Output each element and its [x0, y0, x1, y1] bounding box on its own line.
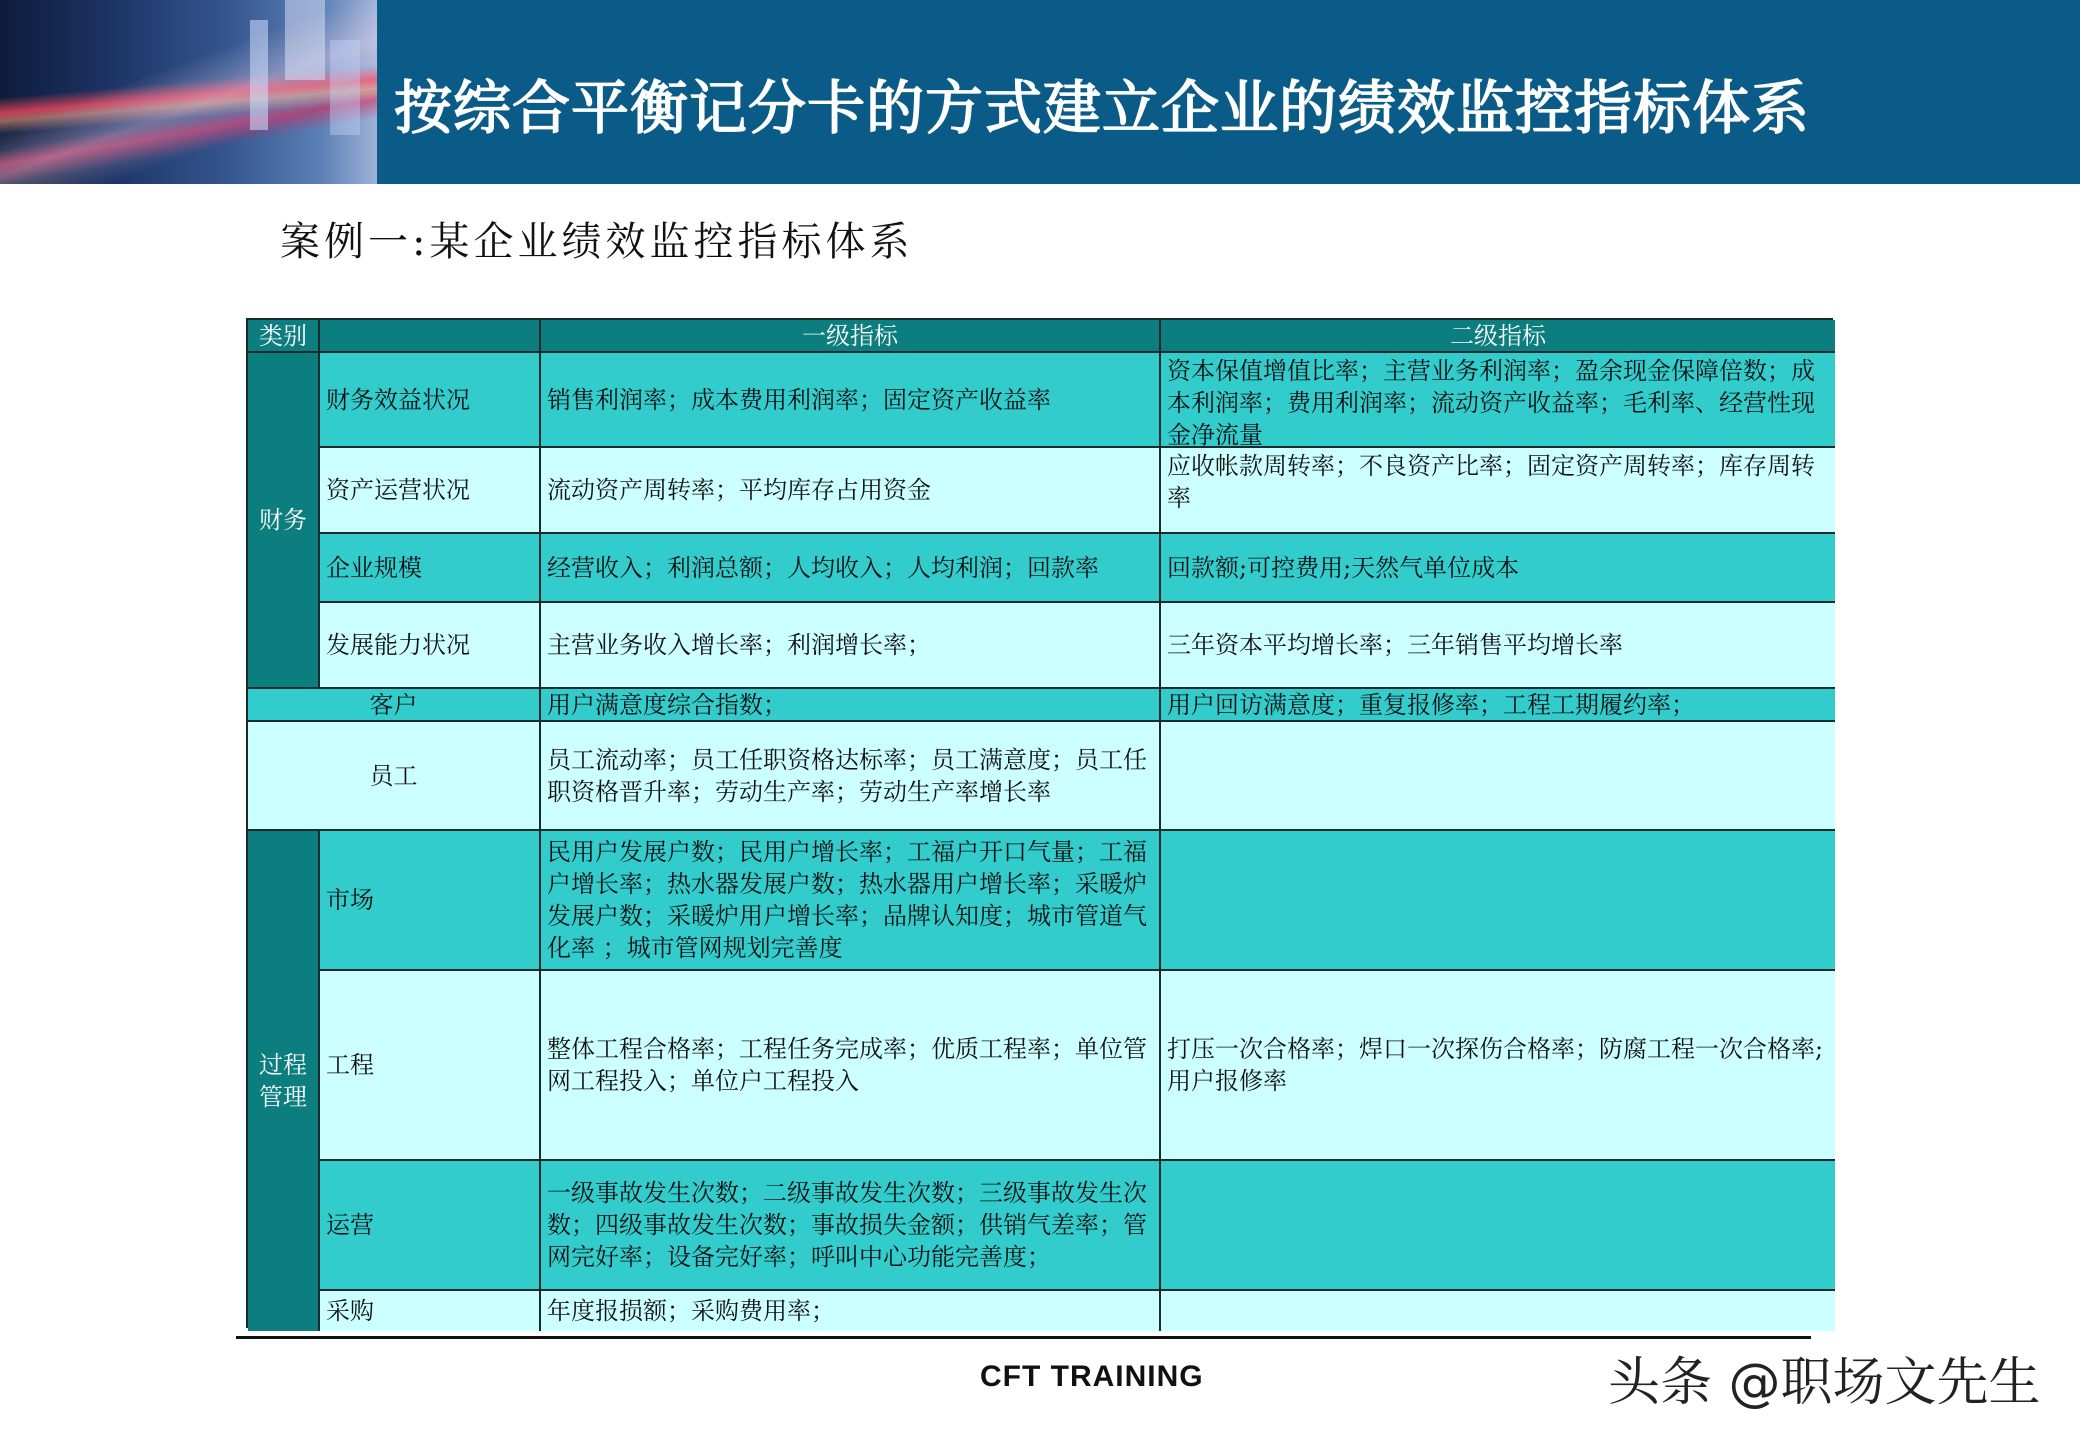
table-cell-l2: 打压一次合格率；焊口一次探伤合格率；防腐工程一次合格率;用户报修率: [1161, 971, 1835, 1161]
table-cell-l2: 资本保值增值比率；主营业务利润率；盈余现金保障倍数；成本利润率；费用利润率；流动资产收益率；毛利率、经营性现金净流量: [1161, 353, 1835, 448]
case-subtitle: 案例一:某企业绩效监控指标体系: [280, 219, 914, 265]
table-cell-l2: 应收帐款周转率；不良资产比率；固定资产周转率；库存周转率: [1161, 448, 1835, 534]
table-cell-l1: 销售利润率；成本费用利润率；固定资产收益率: [541, 353, 1161, 448]
table-cell-l2: [1161, 1291, 1835, 1331]
footer-brand: CFT TRAINING: [980, 1360, 1204, 1393]
group-process: 过程 管理: [248, 831, 320, 1331]
table-cell-l2: [1161, 1161, 1835, 1291]
table-cell-l1: 员工流动率；员工任职资格达标率；员工满意度；员工任职资格晋升率；劳动生产率；劳动生产率增长率: [541, 722, 1161, 831]
table-cell-sub: 资产运营状况: [320, 448, 541, 534]
watermark: 头条 @职场文先生: [1608, 1353, 2041, 1413]
table-cell-l2: 用户回访满意度；重复报修率；工程工期履约率；: [1161, 689, 1835, 722]
table-cell-sub: 采购: [320, 1291, 541, 1331]
table-cell-l2: 回款额;可控费用;天然气单位成本: [1161, 534, 1835, 603]
table-cell-l1: 流动资产周转率；平均库存占用资金: [541, 448, 1161, 534]
table-cell-sub: 财务效益状况: [320, 353, 541, 448]
table-cell-l1: 主营业务收入增长率；利润增长率；: [541, 603, 1161, 689]
table-cell-l1: 一级事故发生次数；二级事故发生次数；三级事故发生次数；四级事故发生次数；事故损失金额；供销气差率；管网完好率；设备完好率；呼叫中心功能完善度；: [541, 1161, 1161, 1291]
table-cell-l1: 民用户发展户数；民用户增长率；工福户开口气量；工福户增长率；热水器发展户数；热水器用户增长率；采暖炉发展户数；采暖炉用户增长率；品牌认知度；城市管道气化率 ；城市管网规划完善度: [541, 831, 1161, 971]
header-category: 类别: [248, 320, 320, 353]
table-cell-l1: 年度报损额；采购费用率；: [541, 1291, 1161, 1331]
table-cell-sub: 运营: [320, 1161, 541, 1291]
header-blank: [320, 320, 541, 353]
table-cell-l2: 三年资本平均增长率；三年销售平均增长率: [1161, 603, 1835, 689]
group-employee: 员工: [248, 722, 541, 831]
table-cell-sub: 工程: [320, 971, 541, 1161]
footer-divider: [236, 1336, 1811, 1339]
table-cell-l2: [1161, 831, 1835, 971]
table-cell-l2: [1161, 722, 1835, 831]
table-cell-l1: 经营收入；利润总额；人均收入；人均利润；回款率: [541, 534, 1161, 603]
group-customer: 客户: [248, 689, 541, 722]
table-cell-sub: 市场: [320, 831, 541, 971]
header-photo: [0, 0, 377, 184]
header-level1: 一级指标: [541, 320, 1161, 353]
table-cell-l1: 用户满意度综合指数；: [541, 689, 1161, 722]
table-cell-l1: 整体工程合格率；工程任务完成率；优质工程率；单位管网工程投入；单位户工程投入: [541, 971, 1161, 1161]
group-finance: 财务: [248, 353, 320, 689]
kpi-table: [246, 318, 1833, 1328]
slide-header: [0, 0, 2080, 184]
slide-title: 按综合平衡记分卡的方式建立企业的绩效监控指标体系: [394, 74, 1811, 142]
table-cell-sub: 发展能力状况: [320, 603, 541, 689]
header-level2: 二级指标: [1161, 320, 1835, 353]
table-cell-sub: 企业规模: [320, 534, 541, 603]
